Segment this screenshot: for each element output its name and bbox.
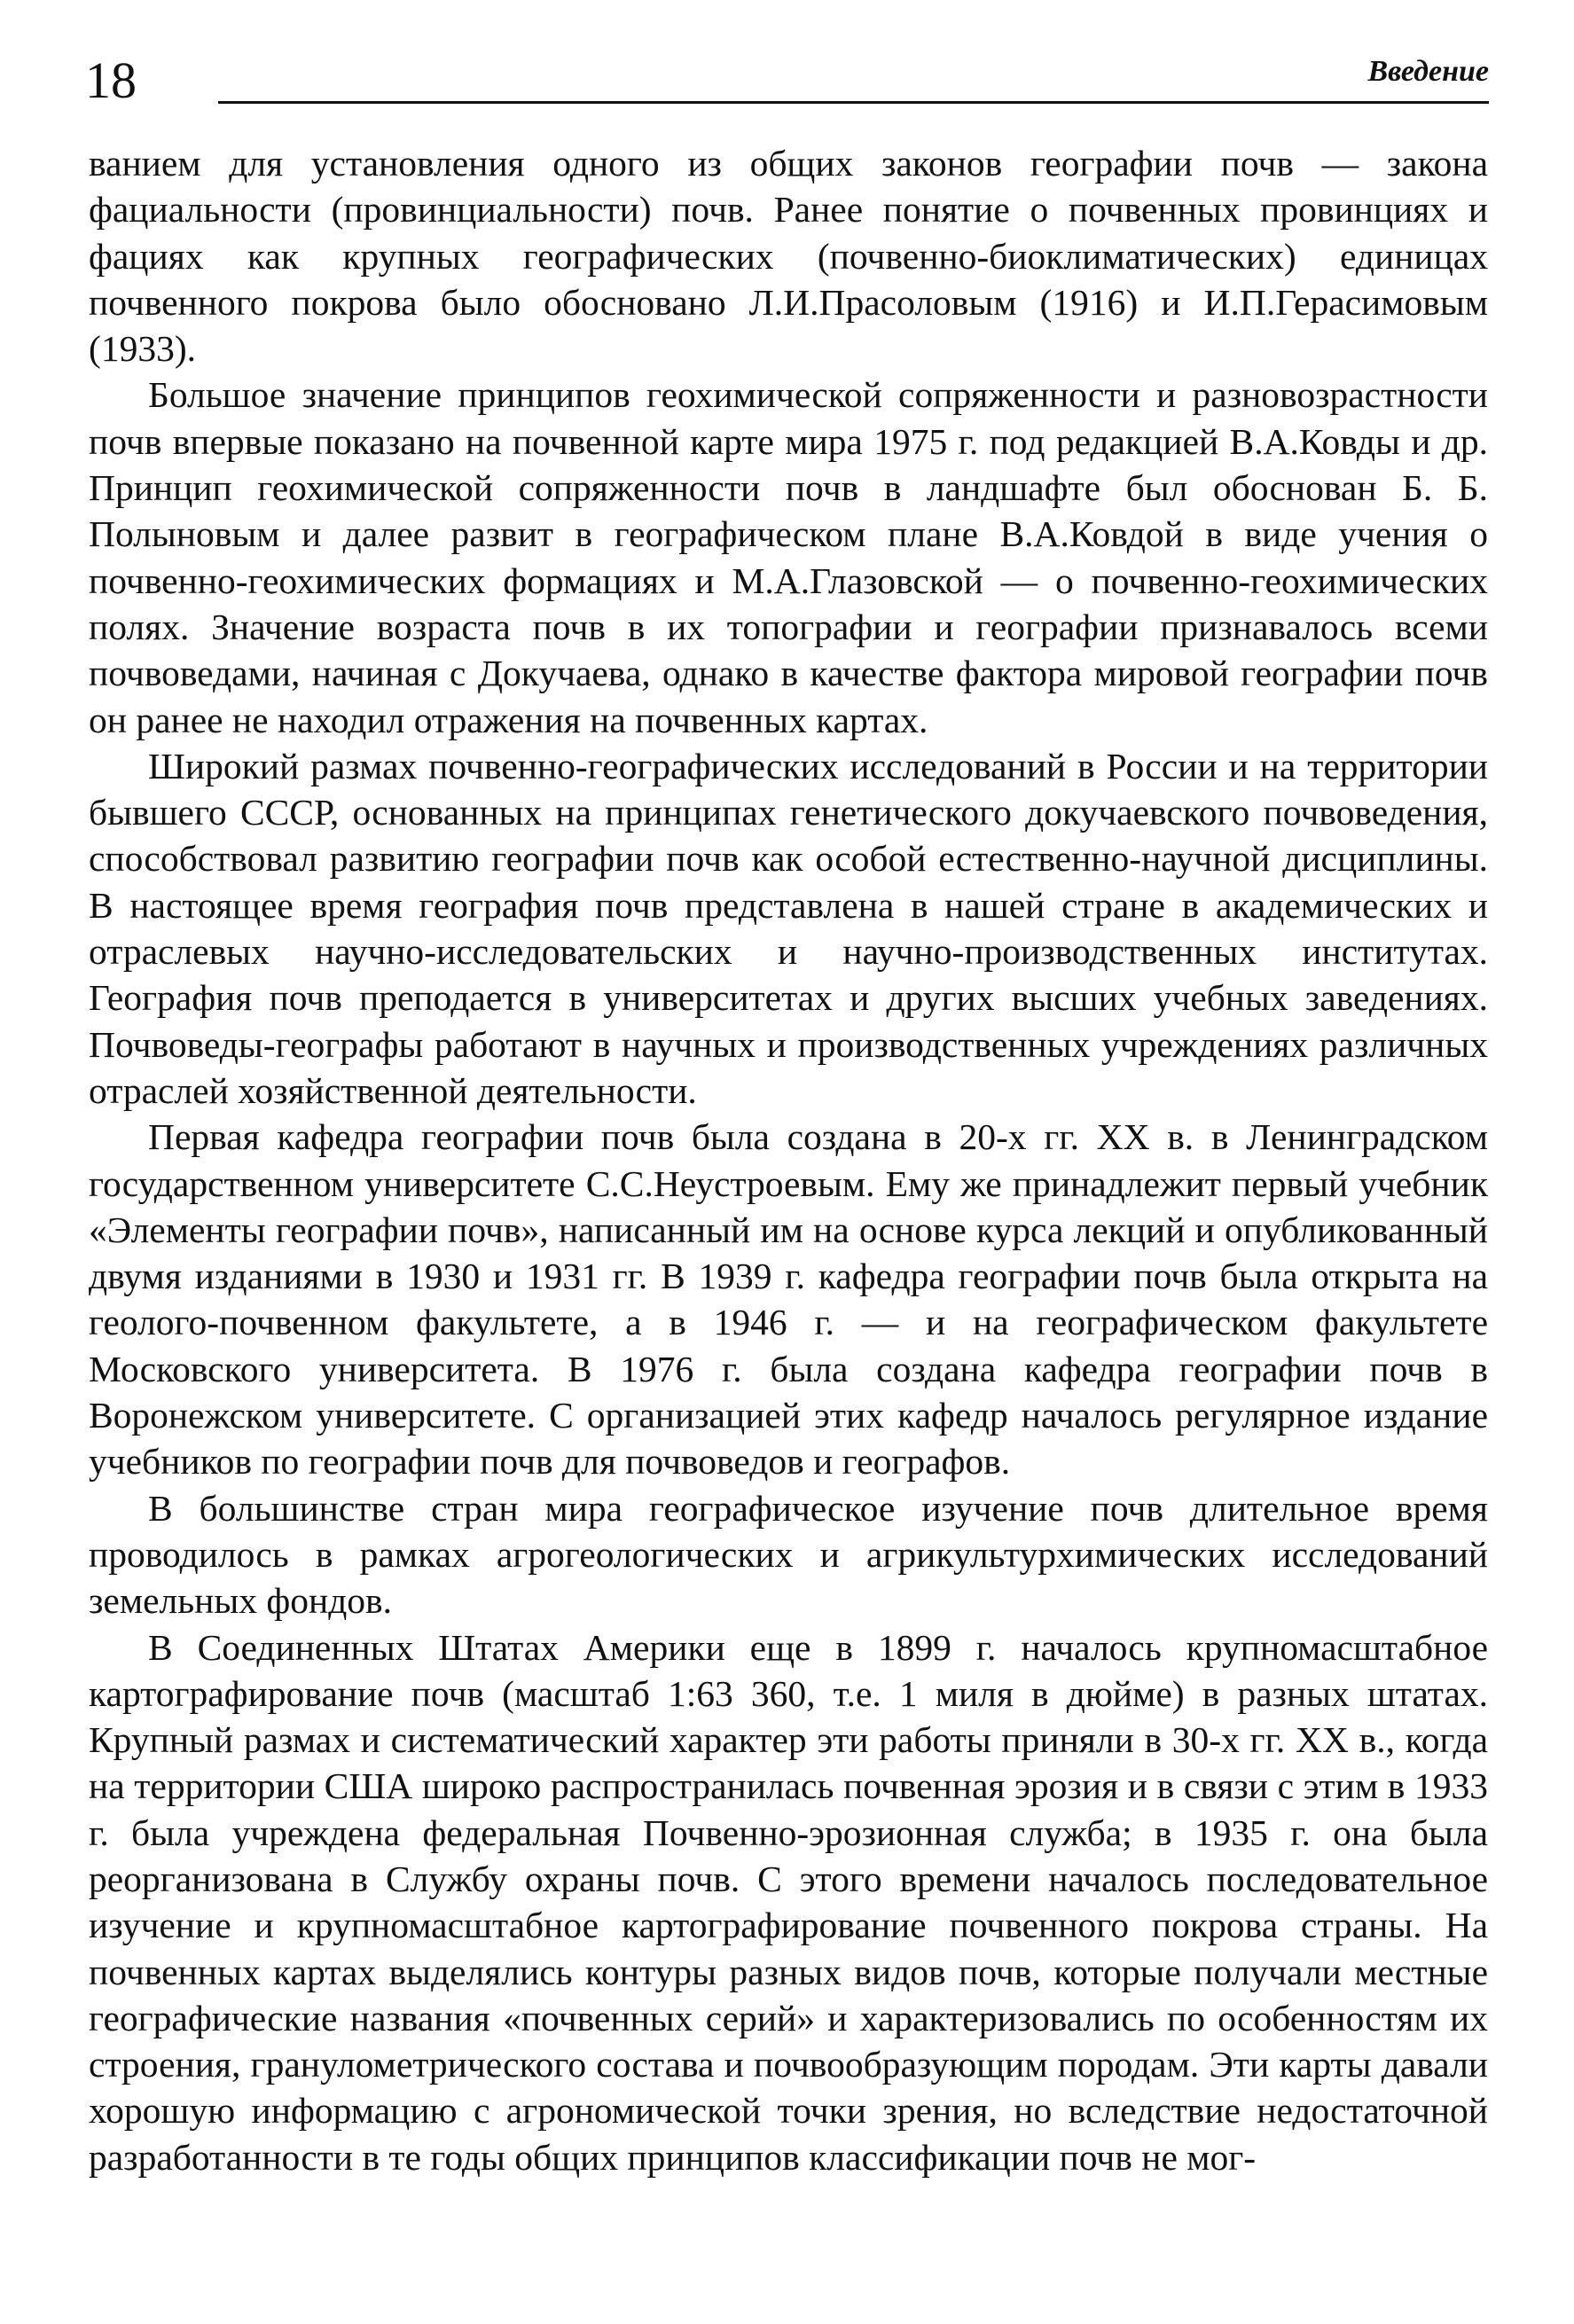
paragraph: В большинстве стран мира географическое изучение почв длительное время проводилось в рамках агрогеологических и агрикультурхимических исследований земельных фондов. [89,1487,1488,1622]
running-head: Введение [1367,55,1489,88]
body-text [89,140,1488,2180]
header-rule [218,101,1489,104]
page-number: 18 [85,51,137,109]
paragraph: В Соединенных Штатах Америки еще в 1899 г. началось крупномасштабное картографирование почв (масштаб 1:63 360, т.е. 1 миля в дюйме) в разных штатах. Крупный размах и систематический характер эти работы приняли в 30-х гг. XX в., когда на территории США широко распространилась почвенная эрозия и в связи с этим в 1933 г. была учреждена федеральная Почвенно-эрозионная служба; в 1935 г. она была реорганизована в Службу охраны почв. С этого времени началось последовательное изучение и крупномасштабное картографирование почвенного покрова страны. На почвенных картах выделялись контуры разных видов почв, которые получали местные географические названия «почвенных серий» и характеризовались по особенностям их строения, гранулометрического состава и почвообразующим породам. Эти карты давали хорошую информацию с агрономической точки зрения, но вследствие недостаточной разработанности в те годы общих принципов классификации почв не мог- [89,1626,1488,2178]
paragraph: ванием для установления одного из общих законов географии почв — закона фациальности (провинциальности) почв. Ранее понятие о почвенных провинциях и фациях как крупных географических (почвенно-биоклиматических) единицах почвенного покрова было обосновано Л.И.Прасоловым (1916) и И.П.Герасимовым (1933). [89,143,1488,370]
paragraph: Широкий размах почвенно-географических исследований в России и на территории бывшего СССР, основанных на принципах генетического докучаевского почвоведения, способствовал развитию географии почв как особой естественно-научной дисциплины. В настоящее время география почв представлена в нашей стране в академических и отраслевых научно-исследовательских и научно-производственных институтах. География почв преподается в университетах и других высших учебных заведениях. Почвоведы-географы работают в научных и производственных учреждениях различных отраслей хозяйственной деятельности. [89,745,1488,1111]
paragraph: Большое значение принципов геохимической сопряженности и разновозрастности почв впервые показано на почвенной карте мира 1975 г. под редакцией В.А.Ковды и др. Принцип геохимической сопряженности почв в ландшафте был обоснован Б. Б. Полыновым и далее развит в географическом плане В.А.Ковдой в виде учения о почвенно-геохимических формациях и М.А.Глазовской — о почвенно-геохимических полях. Значение возраста почв в их топографии и географии признавалось всеми почвоведами, начиная с Докучаева, однако в качестве фактора мировой географии почв он ранее не находил отражения на почвенных картах. [89,374,1488,740]
paragraph: Первая кафедра географии почв была создана в 20-х гг. XX в. в Ленинградском государственном университете С.С.Неустроевым. Ему же принадлежит первый учебник «Элементы географии почв», написанный им на основе курса лекций и опубликованный двумя изданиями в 1930 и 1931 гг. В 1939 г. кафедра географии почв была открыта на геолого-почвенном факультете, а в 1946 г. — и на географическом факультете Московского университета. В 1976 г. была создана кафедра географии почв в Воронежском университете. С организацией этих кафедр началось регулярное издание учебников по географии почв для почвоведов и географов. [89,1116,1488,1483]
